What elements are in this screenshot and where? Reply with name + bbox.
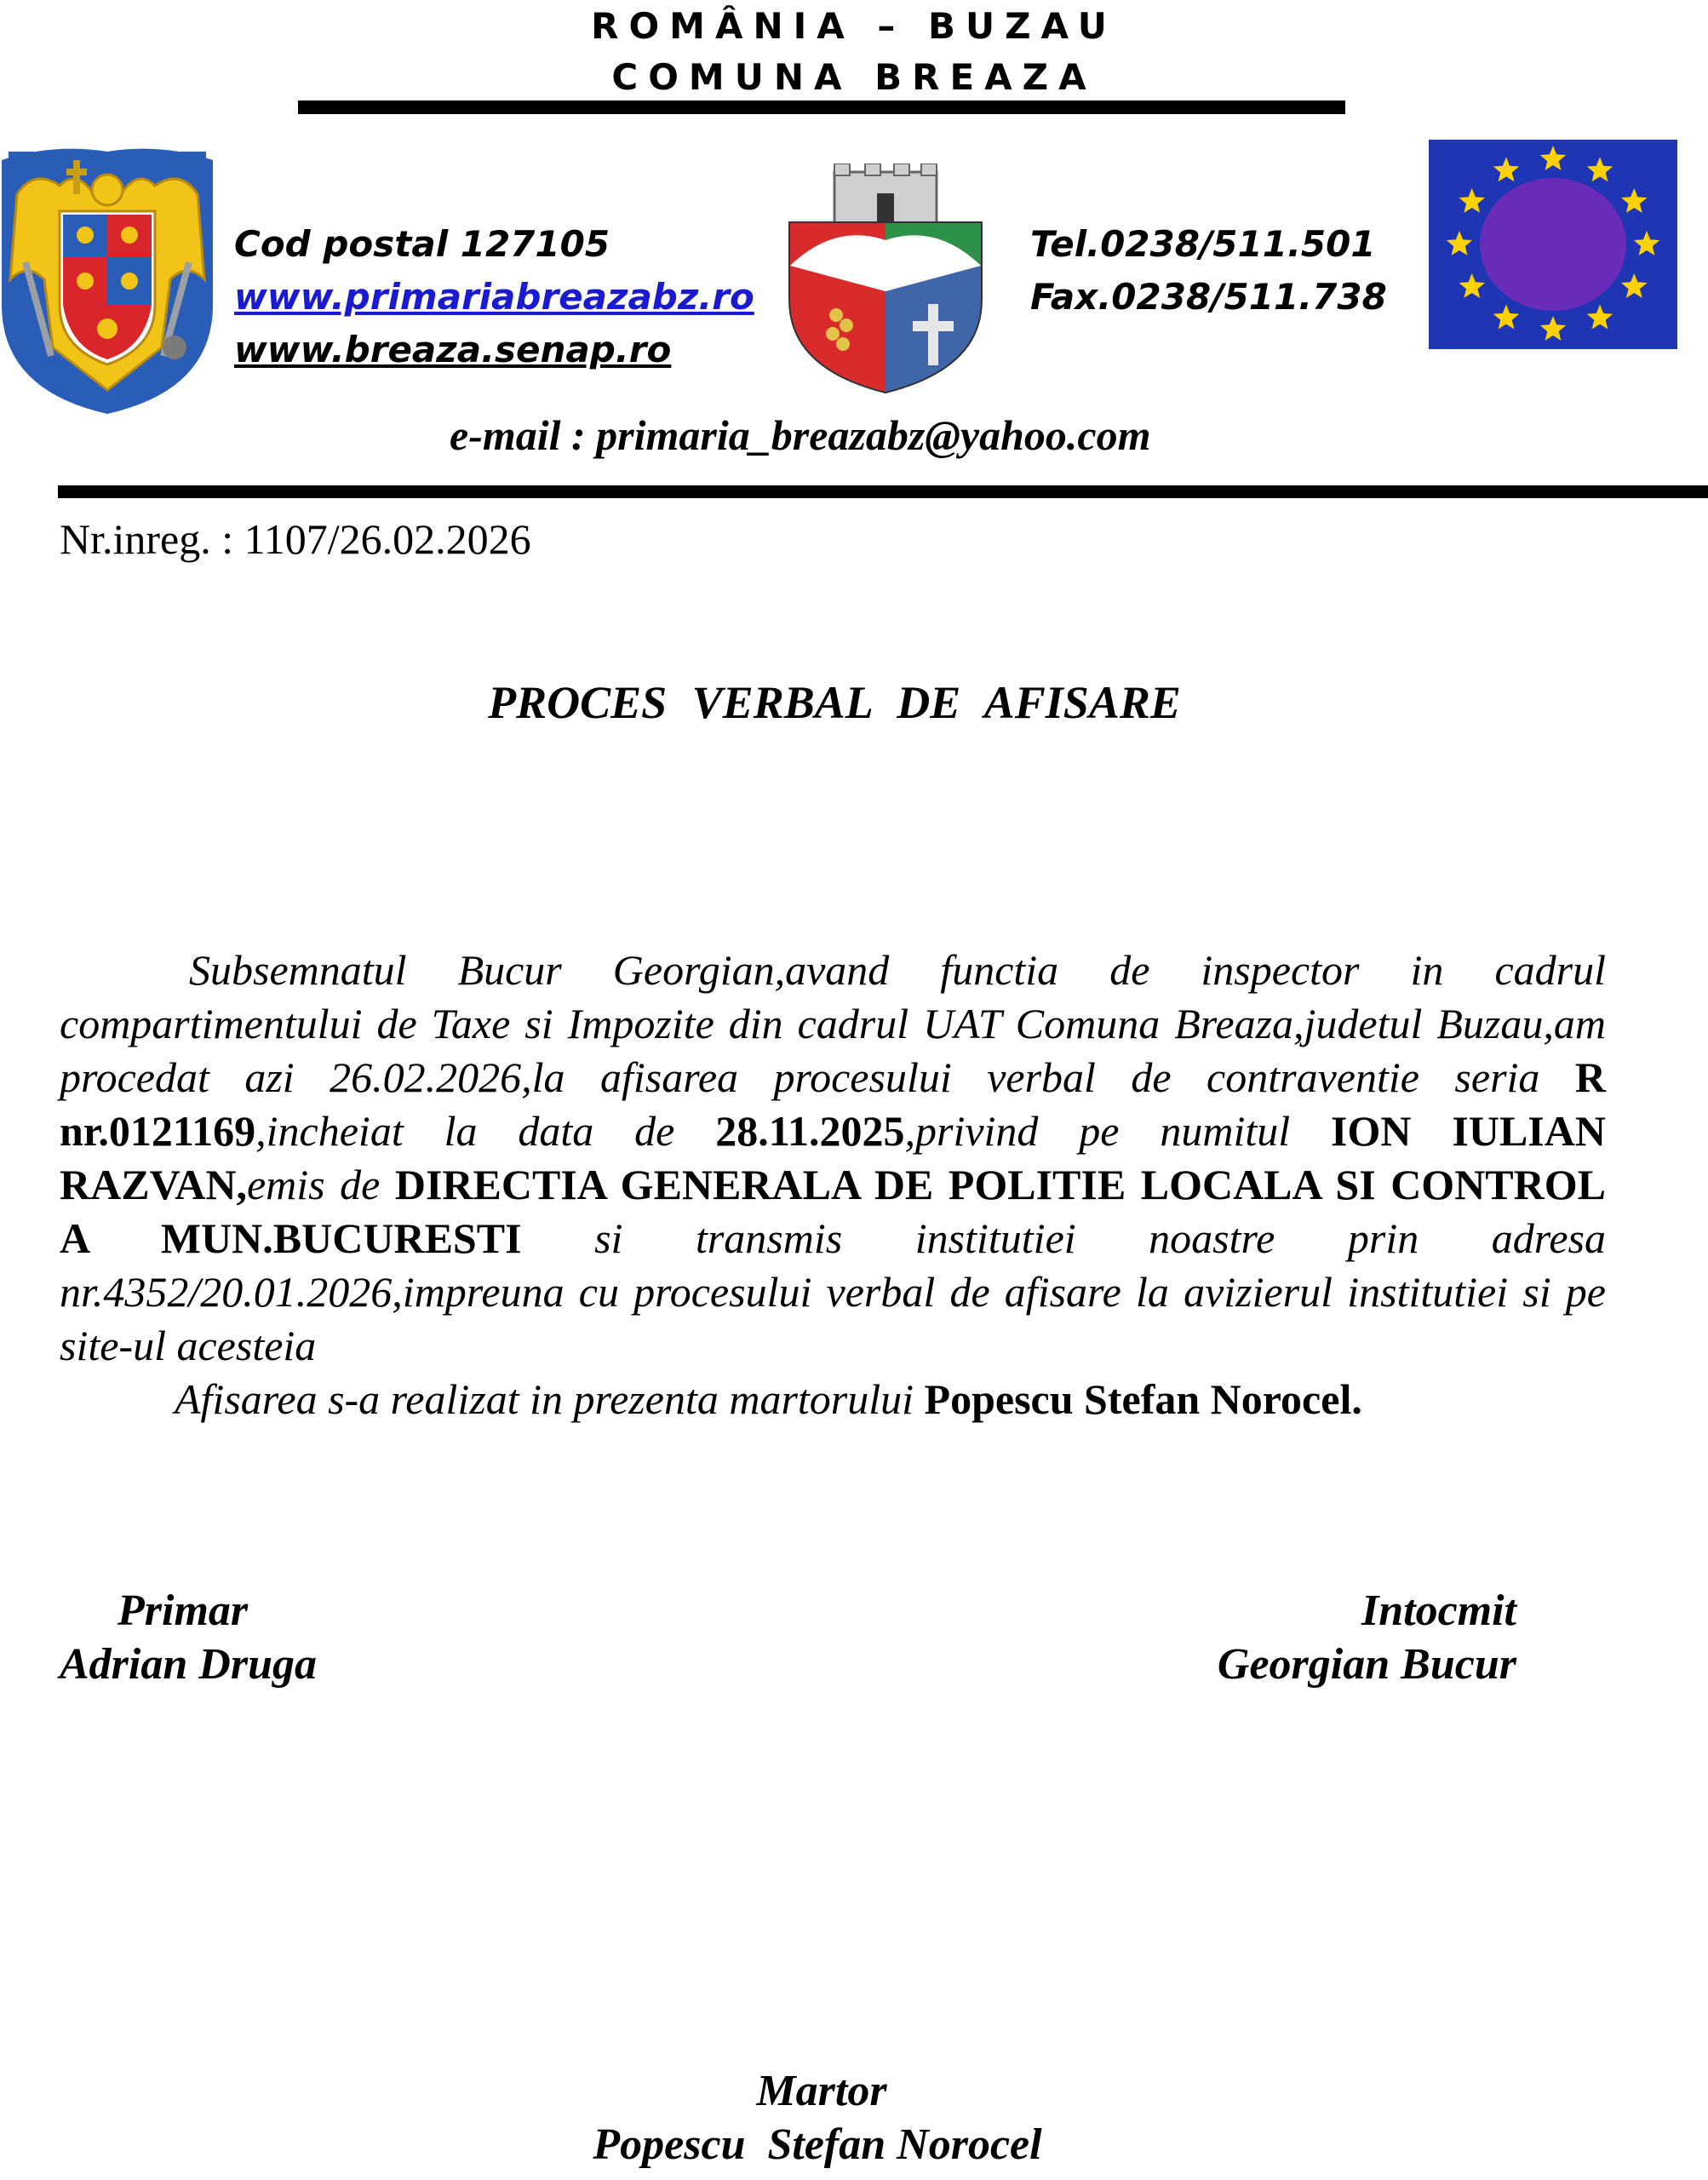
witness-name-inline: Popescu Stefan Norocel. — [924, 1375, 1362, 1423]
concluded-date: 28.11.2025 — [715, 1107, 905, 1155]
witness-name: Popescu Stefan Norocel — [593, 2120, 1042, 2169]
body-text-4: emis de — [246, 1161, 395, 1208]
body-text-5: si transmis institutiei noastre prin adresa nr.4352/20.01.2026,impreuna cu procesului verbal de afisare la avizierul institutiei si pe site-ul acesteia — [60, 1214, 1606, 1369]
postal-code: Cod postal 127105 — [234, 223, 610, 265]
contravention-number: nr.0121169 — [60, 1107, 256, 1155]
contact-email: e-mail : primaria_breazabz@yahoo.com — [450, 411, 1151, 459]
breaza-coat-of-arms-icon — [783, 164, 988, 393]
header-commune: COMUNA BREAZA — [611, 56, 1097, 98]
body-text-3: ,privind pe numitul — [904, 1107, 1332, 1155]
fax-number: Fax.0238/511.738 — [1030, 276, 1387, 318]
header-top-rule — [298, 100, 1345, 114]
document-title: PROCES VERBAL DE AFISARE — [488, 677, 1181, 728]
eu-flag-icon — [1429, 140, 1677, 349]
phone-number: Tel.0238/511.501 — [1030, 223, 1376, 265]
contravention-series: R — [1574, 1053, 1606, 1101]
body-text-1: Subsemnatul Bucur Georgian,avand functia de inspector in cadrul compartimentului de Taxe si Impozite din cadrul UAT Comuna Breaza,judetul Buzau,am procedat azi 26.02.2026,la afisarea procesului verbal de contraventie seria — [60, 946, 1606, 1101]
body-text-2: ,incheiat la data de — [255, 1107, 716, 1155]
body-paragraph — [60, 944, 1606, 1373]
witness-role: Martor — [756, 2067, 887, 2115]
romania-coat-of-arms-icon — [0, 135, 215, 416]
issuing-authority: DIRECTIA GENERALA DE POLITIE LOCALA SI CONTROL A MUN.BUCURESTI — [60, 1161, 1607, 1262]
website-secondary-link[interactable]: www.breaza.senap.ro — [234, 329, 672, 370]
website-primary-link[interactable]: www.primariabreazabz.ro — [234, 276, 754, 318]
witness-statement: Afisarea s-a realizat in prezenta martorului Popescu Stefan Norocel. — [175, 1375, 1362, 1423]
person-name: ION IULIAN RAZVAN, — [60, 1107, 1606, 1208]
mayor-role: Primar — [117, 1586, 249, 1635]
header-bottom-rule — [58, 485, 1708, 498]
author-role: Intocmit — [1361, 1586, 1516, 1635]
mayor-name: Adrian Druga — [60, 1640, 317, 1689]
registration-number: Nr.inreg. : 1107/26.02.2026 — [60, 515, 531, 563]
header-country: ROMÂNIA – BUZAU — [591, 5, 1117, 47]
author-name: Georgian Bucur — [1217, 1640, 1516, 1689]
